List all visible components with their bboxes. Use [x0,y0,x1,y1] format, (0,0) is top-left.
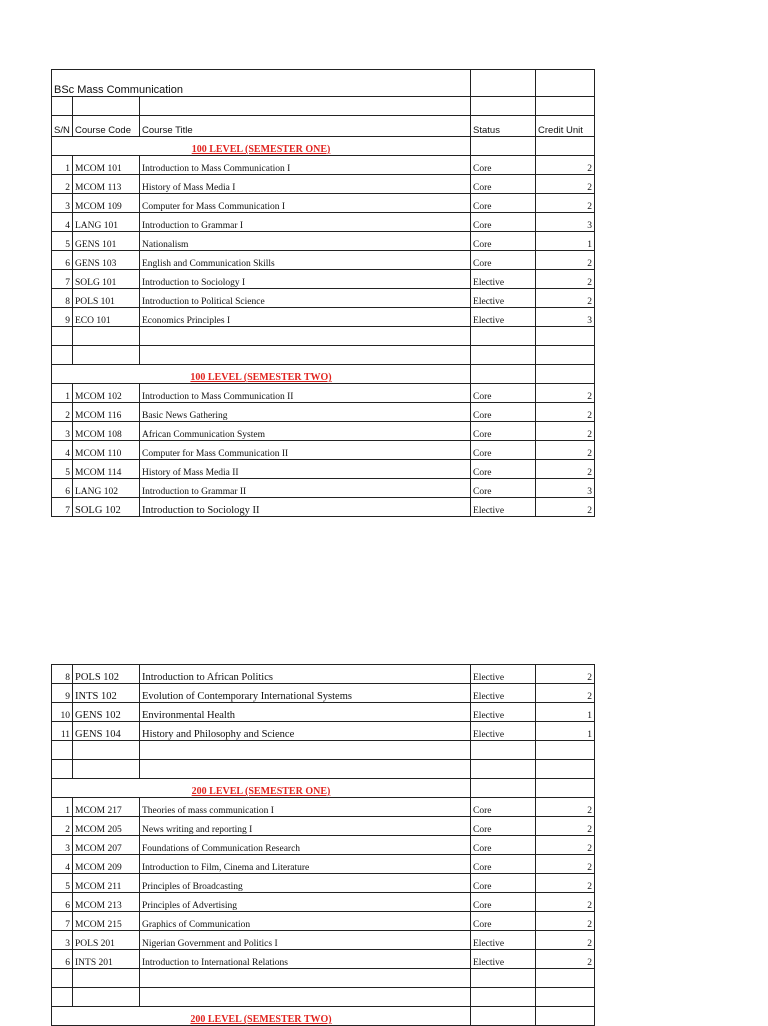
course-title-cell: Introduction to Grammar I [140,213,471,232]
table-row [52,874,595,893]
credit-cell: 2 [536,684,595,703]
table-row [52,893,595,912]
sn-cell: 5 [52,232,73,251]
sn-cell: 8 [52,289,73,308]
table-row [52,384,595,403]
sn-cell: 5 [52,460,73,479]
course-title-cell: Computer for Mass Communication II [140,441,471,460]
status-cell: Core [471,855,536,874]
status-cell: Elective [471,289,536,308]
course-code-cell: GENS 101 [73,232,140,251]
empty-cell [536,70,595,97]
course-code-cell: MCOM 213 [73,893,140,912]
credit-cell: 2 [536,270,595,289]
status-cell: Core [471,194,536,213]
credit-cell: 2 [536,665,595,684]
status-cell: Core [471,817,536,836]
blank-row [52,346,595,365]
course-title-cell: Nationalism [140,232,471,251]
status-cell: Elective [471,270,536,289]
credit-cell: 2 [536,289,595,308]
course-code-cell: MCOM 211 [73,874,140,893]
sn-cell: 6 [52,251,73,270]
table-row [52,460,595,479]
status-cell: Elective [471,950,536,969]
level-heading: 100 LEVEL (SEMESTER TWO) [52,365,471,384]
title-row [52,70,595,97]
course-code-cell: MCOM 101 [73,156,140,175]
course-code-cell: ECO 101 [73,308,140,327]
course-title-cell: Introduction to Mass Communication I [140,156,471,175]
course-code-cell: SOLG 102 [73,498,140,517]
sn-cell: 3 [52,422,73,441]
status-cell: Elective [471,308,536,327]
course-title-cell: Graphics of Communication [140,912,471,931]
status-cell: Core [471,422,536,441]
credit-cell: 2 [536,384,595,403]
sn-cell: 10 [52,703,73,722]
course-code-cell: MCOM 114 [73,460,140,479]
credit-cell: 2 [536,422,595,441]
sn-cell: 4 [52,441,73,460]
table-row [52,684,595,703]
course-code-cell: INTS 102 [73,684,140,703]
course-title-cell: Introduction to Political Science [140,289,471,308]
course-code-cell: MCOM 207 [73,836,140,855]
status-cell: Core [471,893,536,912]
table-row [52,836,595,855]
status-cell: Elective [471,498,536,517]
course-title-cell: Basic News Gathering [140,403,471,422]
level-heading-row [52,137,595,156]
course-title-cell: Introduction to Sociology I [140,270,471,289]
sn-cell: 2 [52,403,73,422]
credit-cell: 2 [536,441,595,460]
credit-cell: 2 [536,950,595,969]
blank-row [52,760,595,779]
sn-cell: 1 [52,384,73,403]
blank-row [52,741,595,760]
status-cell: Core [471,251,536,270]
table-row [52,855,595,874]
credit-cell: 2 [536,855,595,874]
course-title-cell: News writing and reporting I [140,817,471,836]
credit-cell: 3 [536,308,595,327]
status-cell: Core [471,874,536,893]
table-row [52,194,595,213]
course-code-cell: INTS 201 [73,950,140,969]
table-row [52,441,595,460]
course-title-cell: English and Communication Skills [140,251,471,270]
course-code-cell: POLS 201 [73,931,140,950]
sn-cell: 6 [52,950,73,969]
table-row [52,798,595,817]
table-row [52,251,595,270]
table-row [52,479,595,498]
course-title-cell: Introduction to Sociology II [140,498,471,517]
sn-cell: 7 [52,498,73,517]
course-title-cell: Environmental Health [140,703,471,722]
course-title-cell: Introduction to African Politics [140,665,471,684]
course-title-cell: Foundations of Communication Research [140,836,471,855]
course-code-cell: MCOM 102 [73,384,140,403]
header-credit-unit: Credit Unit [536,116,595,137]
status-cell: Core [471,460,536,479]
course-code-cell: POLS 102 [73,665,140,684]
table-row [52,175,595,194]
sn-cell: 3 [52,836,73,855]
sn-cell: 11 [52,722,73,741]
course-code-cell: GENS 104 [73,722,140,741]
sn-cell: 1 [52,156,73,175]
sn-cell: 7 [52,912,73,931]
credit-cell: 2 [536,912,595,931]
course-code-cell: GENS 102 [73,703,140,722]
course-code-cell: MCOM 109 [73,194,140,213]
course-code-cell: POLS 101 [73,289,140,308]
course-code-cell: GENS 103 [73,251,140,270]
status-cell: Core [471,912,536,931]
course-code-cell: SOLG 101 [73,270,140,289]
credit-cell: 1 [536,722,595,741]
table-row [52,950,595,969]
credit-cell: 2 [536,817,595,836]
status-cell: Core [471,156,536,175]
sn-cell: 6 [52,893,73,912]
table-row [52,817,595,836]
table-row [52,289,595,308]
table-row [52,308,595,327]
table-row [52,912,595,931]
course-code-cell: MCOM 116 [73,403,140,422]
sn-cell: 5 [52,874,73,893]
level-heading-row [52,1007,595,1026]
level-heading: 200 LEVEL (SEMESTER ONE) [52,779,471,798]
blank-row [52,988,595,1007]
status-cell: Core [471,836,536,855]
status-cell: Elective [471,703,536,722]
course-code-cell: MCOM 110 [73,441,140,460]
credit-cell: 2 [536,893,595,912]
sn-cell: 8 [52,665,73,684]
status-cell: Core [471,403,536,422]
course-title-cell: History of Mass Media II [140,460,471,479]
course-title-cell: Introduction to International Relations [140,950,471,969]
status-cell: Core [471,232,536,251]
status-cell: Core [471,798,536,817]
course-title-cell: Nigerian Government and Politics I [140,931,471,950]
status-cell: Core [471,175,536,194]
blank-row [52,327,595,346]
level-heading-row [52,779,595,798]
status-cell: Elective [471,722,536,741]
course-title-cell: Computer for Mass Communication I [140,194,471,213]
course-title-cell: History and Philosophy and Science [140,722,471,741]
course-title-cell: Principles of Advertising [140,893,471,912]
course-title-cell: Evolution of Contemporary International Systems [140,684,471,703]
course-table-page-1 [51,69,595,517]
sn-cell: 9 [52,684,73,703]
empty-cell [471,70,536,97]
table-row [52,703,595,722]
status-cell: Elective [471,665,536,684]
level-heading: 200 LEVEL (SEMESTER TWO) [52,1007,471,1026]
credit-cell: 2 [536,403,595,422]
table-row [52,665,595,684]
sn-cell: 4 [52,855,73,874]
table-row [52,722,595,741]
table-row [52,232,595,251]
course-title-cell: History of Mass Media I [140,175,471,194]
credit-cell: 2 [536,156,595,175]
level-heading: 100 LEVEL (SEMESTER ONE) [52,137,471,156]
credit-cell: 2 [536,194,595,213]
course-title-cell: Introduction to Grammar II [140,479,471,498]
table-row [52,156,595,175]
course-code-cell: MCOM 217 [73,798,140,817]
course-title-cell: Principles of Broadcasting [140,874,471,893]
credit-cell: 2 [536,175,595,194]
status-cell: Core [471,213,536,232]
status-cell: Elective [471,931,536,950]
sn-cell: 4 [52,213,73,232]
status-cell: Core [471,384,536,403]
course-code-cell: MCOM 205 [73,817,140,836]
sheet-title: BSc Mass Communication [52,70,471,97]
course-title-cell: Economics Principles I [140,308,471,327]
blank-row [52,969,595,988]
status-cell: Core [471,441,536,460]
course-code-cell: LANG 102 [73,479,140,498]
table-row [52,213,595,232]
header-row [52,116,595,137]
course-code-cell: MCOM 113 [73,175,140,194]
credit-cell: 3 [536,479,595,498]
sn-cell: 3 [52,931,73,950]
course-title-cell: African Communication System [140,422,471,441]
table-row [52,270,595,289]
credit-cell: 2 [536,874,595,893]
course-code-cell: MCOM 108 [73,422,140,441]
sn-cell: 3 [52,194,73,213]
course-table-page-2 [51,664,595,1026]
course-title-cell: Introduction to Mass Communication II [140,384,471,403]
credit-cell: 2 [536,931,595,950]
credit-cell: 3 [536,213,595,232]
course-code-cell: MCOM 215 [73,912,140,931]
status-cell: Elective [471,684,536,703]
sn-cell: 6 [52,479,73,498]
header-course-code: Course Code [73,116,140,137]
table-row [52,498,595,517]
table-row [52,931,595,950]
status-cell: Core [471,479,536,498]
table-row [52,422,595,441]
credit-cell: 2 [536,836,595,855]
sn-cell: 2 [52,175,73,194]
credit-cell: 2 [536,251,595,270]
sn-cell: 7 [52,270,73,289]
credit-cell: 1 [536,232,595,251]
header-sn: S/N [52,116,73,137]
credit-cell: 2 [536,460,595,479]
course-title-cell: Theories of mass communication I [140,798,471,817]
credit-cell: 1 [536,703,595,722]
course-code-cell: LANG 101 [73,213,140,232]
sn-cell: 2 [52,817,73,836]
credit-cell: 2 [536,798,595,817]
header-status: Status [471,116,536,137]
course-code-cell: MCOM 209 [73,855,140,874]
header-course-title: Course Title [140,116,471,137]
table-row [52,403,595,422]
sn-cell: 1 [52,798,73,817]
sn-cell: 9 [52,308,73,327]
level-heading-row [52,365,595,384]
course-title-cell: Introduction to Film, Cinema and Literature [140,855,471,874]
credit-cell: 2 [536,498,595,517]
blank-row [52,97,595,116]
